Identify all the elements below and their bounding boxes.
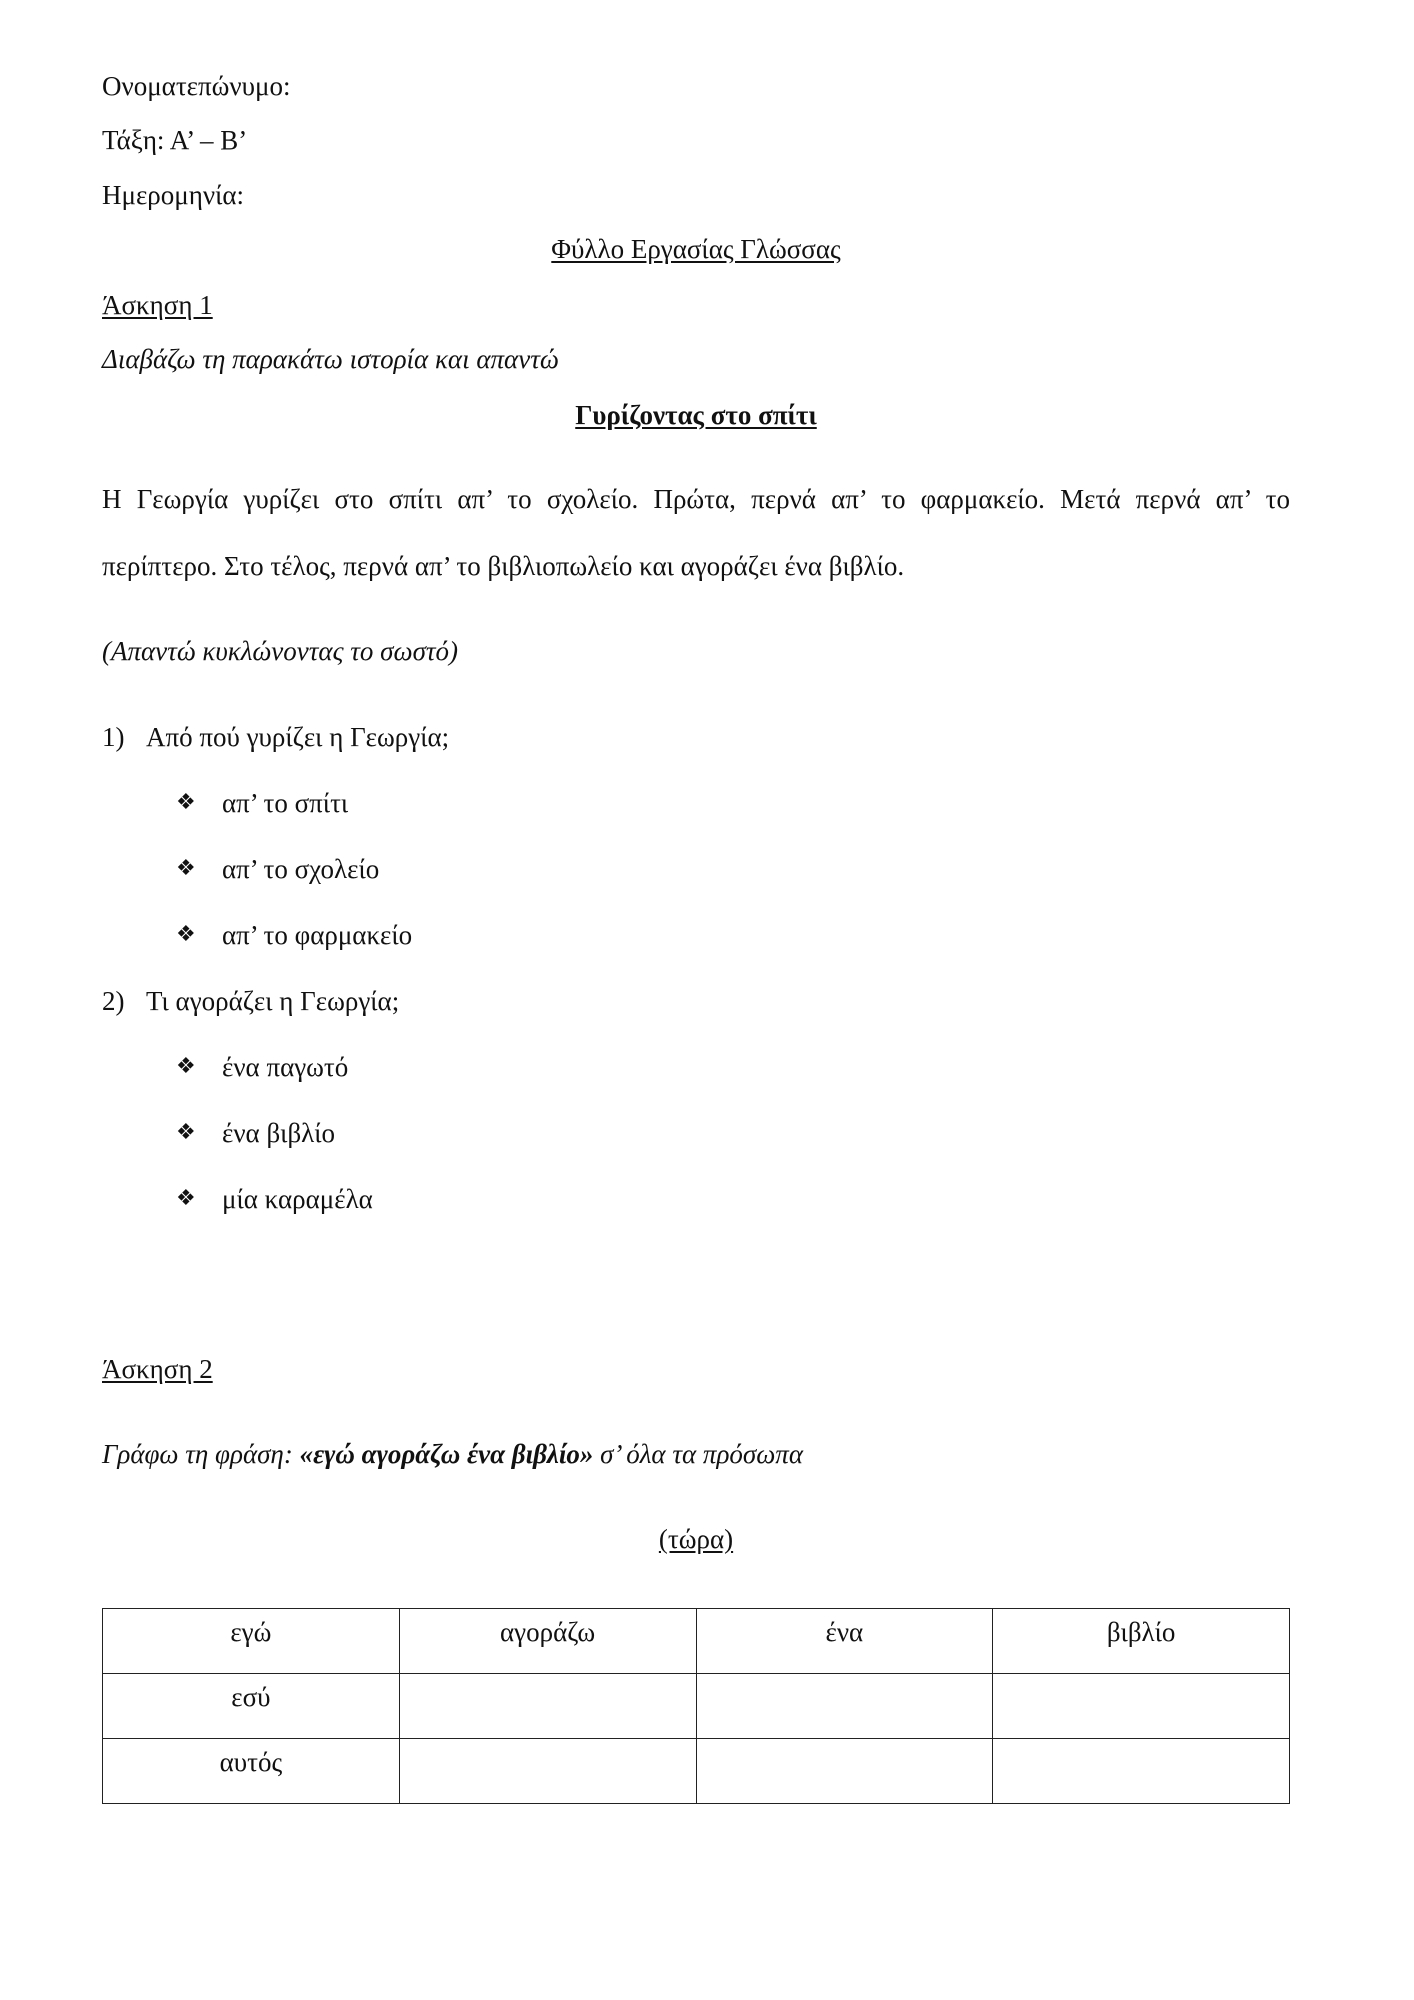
worksheet-title: Φύλλο Εργασίας Γλώσσας bbox=[551, 234, 841, 264]
diamond-bullet-icon: ❖ bbox=[176, 1054, 196, 1079]
story-line-1: Η Γεωργία γυρίζει στο σπίτι απ’ το σχολείο. Πρώτα, περνά απ’ το φαρμακείο. Μετά περνά απ’ το bbox=[102, 484, 1290, 514]
question-1-option-2[interactable]: απ’ το σχολείο bbox=[222, 854, 380, 884]
question-2-text: Τι αγοράζει η Γεωργία; bbox=[146, 986, 400, 1016]
worksheet-title-wrap bbox=[102, 232, 1290, 266]
diamond-bullet-icon: ❖ bbox=[176, 922, 196, 947]
diamond-bullet-icon: ❖ bbox=[176, 856, 196, 881]
story-line-2: περίπτερο. Στο τέλος, περνά απ’ το βιβλιοπωλείο και αγοράζει ένα βιβλίο. bbox=[102, 551, 905, 581]
answer-instruction: (Απαντώ κυκλώνοντας το σωστό) bbox=[102, 636, 459, 666]
question-2-option-2[interactable]: ένα βιβλίο bbox=[222, 1118, 336, 1148]
exercise2-instruction bbox=[102, 1437, 803, 1471]
answer-cell[interactable] bbox=[399, 1674, 696, 1739]
diamond-bullet-icon: ❖ bbox=[176, 790, 196, 815]
table-cell: αυτός bbox=[103, 1739, 400, 1804]
conjugation-table bbox=[102, 1608, 1290, 1804]
class-label: Τάξη: Α’ – Β’ bbox=[102, 125, 248, 155]
table-row bbox=[103, 1739, 1290, 1804]
name-label: Ονοματεπώνυμο: bbox=[102, 71, 291, 101]
exercise1-heading: Άσκηση 1 bbox=[102, 290, 213, 320]
question-1-number: 1) bbox=[102, 722, 125, 752]
answer-cell[interactable] bbox=[993, 1739, 1290, 1804]
story-title: Γυρίζοντας στο σπίτι bbox=[575, 400, 817, 430]
exercise1-instruction: Διαβάζω τη παρακάτω ιστορία και απαντώ bbox=[102, 344, 559, 374]
answer-cell[interactable] bbox=[399, 1739, 696, 1804]
question-1-option-1[interactable]: απ’ το σπίτι bbox=[222, 788, 349, 818]
tense-label: (τώρα) bbox=[658, 1524, 734, 1554]
table-row bbox=[103, 1609, 1290, 1674]
table-cell: αγοράζω bbox=[399, 1609, 696, 1674]
question-2-option-3[interactable]: μία καραμέλα bbox=[222, 1184, 373, 1214]
table-cell: εγώ bbox=[103, 1609, 400, 1674]
table-cell: εσύ bbox=[103, 1674, 400, 1739]
tense-label-wrap bbox=[102, 1522, 1290, 1556]
date-label: Ημερομηνία: bbox=[102, 180, 245, 210]
answer-cell[interactable] bbox=[696, 1674, 993, 1739]
answer-cell[interactable] bbox=[993, 1674, 1290, 1739]
question-1-option-3[interactable]: απ’ το φαρμακείο bbox=[222, 920, 413, 950]
answer-cell[interactable] bbox=[696, 1739, 993, 1804]
exercise2-instruction-phrase: «εγώ αγοράζω ένα βιβλίο» bbox=[299, 1439, 594, 1469]
exercise2-instruction-suffix: σ’ όλα τα πρόσωπα bbox=[593, 1439, 803, 1469]
table-row bbox=[103, 1674, 1290, 1739]
story-title-wrap bbox=[102, 398, 1290, 432]
diamond-bullet-icon: ❖ bbox=[176, 1186, 196, 1211]
exercise2-heading: Άσκηση 2 bbox=[102, 1354, 213, 1384]
exercise2-instruction-prefix: Γράφω τη φράση: bbox=[102, 1439, 300, 1469]
question-2-number: 2) bbox=[102, 986, 125, 1016]
question-2-option-1[interactable]: ένα παγωτό bbox=[222, 1052, 349, 1082]
table-cell: βιβλίο bbox=[993, 1609, 1290, 1674]
diamond-bullet-icon: ❖ bbox=[176, 1120, 196, 1145]
table-cell: ένα bbox=[696, 1609, 993, 1674]
question-1-text: Από πού γυρίζει η Γεωργία; bbox=[146, 722, 450, 752]
